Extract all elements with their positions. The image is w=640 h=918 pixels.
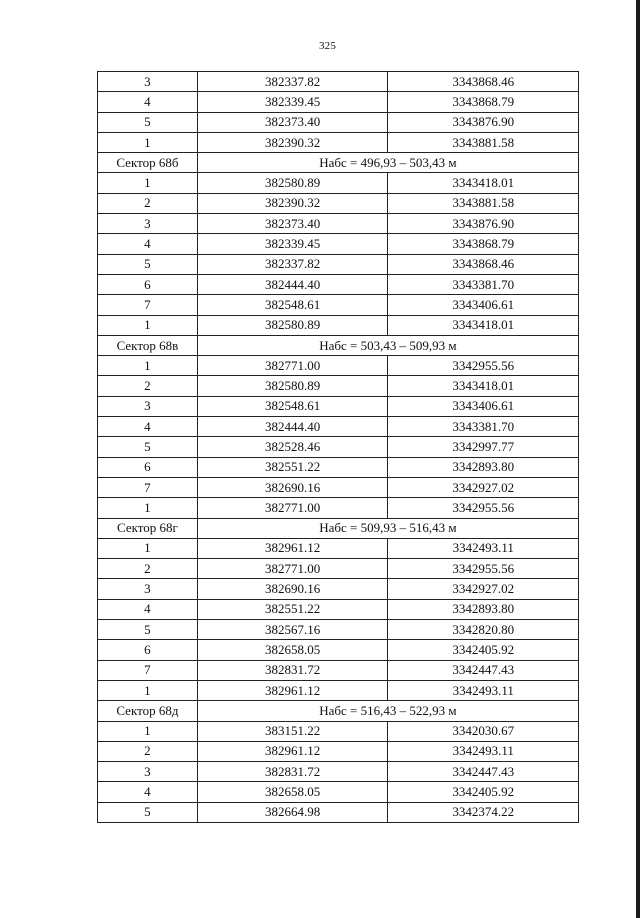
point-number: 4 [98, 417, 198, 437]
coordinate-x: 382961.12 [197, 538, 388, 558]
table-row [98, 173, 579, 193]
coordinate-x: 382580.89 [197, 173, 388, 193]
point-number: 2 [98, 559, 198, 579]
coordinate-x: 382580.89 [197, 315, 388, 335]
coordinate-y: 3342405.92 [388, 782, 579, 802]
coordinate-x: 382528.46 [197, 437, 388, 457]
point-number: 6 [98, 274, 198, 294]
coordinate-x: 382658.05 [197, 640, 388, 660]
point-number: 1 [98, 132, 198, 152]
sector-header-row [98, 335, 579, 355]
table-row [98, 559, 579, 579]
point-number: 1 [98, 315, 198, 335]
table-row [98, 802, 579, 822]
coordinate-y: 3342997.77 [388, 437, 579, 457]
coordinate-y: 3343406.61 [388, 295, 579, 315]
table-row [98, 782, 579, 802]
point-number: 3 [98, 214, 198, 234]
coordinate-x: 382551.22 [197, 599, 388, 619]
sector-header-row [98, 518, 579, 538]
sector-height-range: Набс = 509,93 – 516,43 м [197, 518, 578, 538]
coordinate-x: 382339.45 [197, 92, 388, 112]
coordinates-table-body [98, 72, 579, 823]
page-edge [636, 0, 640, 918]
table-row [98, 72, 579, 92]
point-number: 7 [98, 477, 198, 497]
table-row [98, 762, 579, 782]
point-number: 2 [98, 193, 198, 213]
table-row [98, 538, 579, 558]
coordinate-x: 382337.82 [197, 254, 388, 274]
coordinate-x: 382771.00 [197, 356, 388, 376]
coordinate-y: 3343868.46 [388, 254, 579, 274]
table-row [98, 356, 579, 376]
coordinate-y: 3343418.01 [388, 376, 579, 396]
coordinate-x: 382771.00 [197, 559, 388, 579]
coordinate-y: 3343868.79 [388, 92, 579, 112]
table-row [98, 620, 579, 640]
coordinate-x: 382831.72 [197, 660, 388, 680]
coordinate-x: 382444.40 [197, 417, 388, 437]
sector-height-range: Набс = 496,93 – 503,43 м [197, 153, 578, 173]
point-number: 7 [98, 660, 198, 680]
table-row [98, 92, 579, 112]
table-row [98, 254, 579, 274]
point-number: 1 [98, 538, 198, 558]
table-row [98, 112, 579, 132]
coordinate-y: 3342820.80 [388, 620, 579, 640]
table-row [98, 417, 579, 437]
point-number: 5 [98, 254, 198, 274]
point-number: 5 [98, 112, 198, 132]
point-number: 6 [98, 457, 198, 477]
coordinate-x: 382567.16 [197, 620, 388, 640]
coordinate-y: 3343381.70 [388, 274, 579, 294]
point-number: 1 [98, 680, 198, 700]
coordinate-y: 3343381.70 [388, 417, 579, 437]
point-number: 2 [98, 741, 198, 761]
table-row [98, 680, 579, 700]
table-row [98, 396, 579, 416]
coordinate-x: 382390.32 [197, 132, 388, 152]
table-row [98, 376, 579, 396]
coordinate-y: 3343868.79 [388, 234, 579, 254]
coordinate-y: 3342893.80 [388, 599, 579, 619]
point-number: 3 [98, 396, 198, 416]
table-row [98, 660, 579, 680]
table-row [98, 640, 579, 660]
coordinate-x: 382664.98 [197, 802, 388, 822]
point-number: 5 [98, 437, 198, 457]
coordinate-x: 382658.05 [197, 782, 388, 802]
sector-header-row [98, 701, 579, 721]
point-number: 3 [98, 72, 198, 92]
coordinate-x: 382961.12 [197, 741, 388, 761]
coordinate-y: 3342447.43 [388, 762, 579, 782]
table-row [98, 234, 579, 254]
coordinate-y: 3342447.43 [388, 660, 579, 680]
coordinate-y: 3343881.58 [388, 193, 579, 213]
sector-height-range: Набс = 503,43 – 509,93 м [197, 335, 578, 355]
coordinate-y: 3342493.11 [388, 741, 579, 761]
sector-height-range: Набс = 516,43 – 522,93 м [197, 701, 578, 721]
coordinate-x: 382339.45 [197, 234, 388, 254]
point-number: 5 [98, 620, 198, 640]
point-number: 4 [98, 599, 198, 619]
table-row [98, 295, 579, 315]
point-number: 3 [98, 579, 198, 599]
point-number: 1 [98, 356, 198, 376]
sector-header-row [98, 153, 579, 173]
coordinate-x: 382690.16 [197, 477, 388, 497]
point-number: 1 [98, 721, 198, 741]
table-row [98, 214, 579, 234]
coordinate-y: 3343876.90 [388, 214, 579, 234]
coordinate-x: 382551.22 [197, 457, 388, 477]
point-number: 1 [98, 173, 198, 193]
coordinate-y: 3342955.56 [388, 498, 579, 518]
coordinate-y: 3342405.92 [388, 640, 579, 660]
sector-name: Сектор 68б [98, 153, 198, 173]
coordinate-y: 3342893.80 [388, 457, 579, 477]
table-row [98, 498, 579, 518]
point-number: 4 [98, 92, 198, 112]
coordinate-x: 383151.22 [197, 721, 388, 741]
coordinate-x: 382390.32 [197, 193, 388, 213]
coordinate-x: 382548.61 [197, 295, 388, 315]
coordinate-y: 3342374.22 [388, 802, 579, 822]
coordinate-x: 382337.82 [197, 72, 388, 92]
point-number: 3 [98, 762, 198, 782]
coordinate-y: 3342493.11 [388, 680, 579, 700]
coordinate-y: 3342927.02 [388, 579, 579, 599]
sector-name: Сектор 68д [98, 701, 198, 721]
coordinate-x: 382961.12 [197, 680, 388, 700]
page-number: 325 [318, 40, 337, 52]
coordinate-x: 382373.40 [197, 214, 388, 234]
coordinate-x: 382690.16 [197, 579, 388, 599]
coordinate-y: 3343418.01 [388, 315, 579, 335]
coordinate-x: 382580.89 [197, 376, 388, 396]
coordinate-x: 382373.40 [197, 112, 388, 132]
point-number: 1 [98, 498, 198, 518]
coordinate-y: 3342955.56 [388, 356, 579, 376]
table-row [98, 132, 579, 152]
table-row [98, 274, 579, 294]
coordinate-x: 382548.61 [197, 396, 388, 416]
table-row [98, 579, 579, 599]
coordinate-y: 3342927.02 [388, 477, 579, 497]
table-row [98, 721, 579, 741]
coordinate-y: 3342493.11 [388, 538, 579, 558]
coordinate-x: 382444.40 [197, 274, 388, 294]
coordinate-y: 3343418.01 [388, 173, 579, 193]
sector-name: Сектор 68в [98, 335, 198, 355]
point-number: 6 [98, 640, 198, 660]
coordinate-y: 3342030.67 [388, 721, 579, 741]
table-row [98, 457, 579, 477]
point-number: 5 [98, 802, 198, 822]
coordinate-x: 382771.00 [197, 498, 388, 518]
coordinate-y: 3343876.90 [388, 112, 579, 132]
coordinates-table [97, 71, 579, 823]
table-row [98, 315, 579, 335]
table-row [98, 193, 579, 213]
coordinate-y: 3343881.58 [388, 132, 579, 152]
coordinate-y: 3342955.56 [388, 559, 579, 579]
point-number: 4 [98, 782, 198, 802]
coordinate-y: 3343868.46 [388, 72, 579, 92]
point-number: 4 [98, 234, 198, 254]
table-row [98, 599, 579, 619]
table-row [98, 477, 579, 497]
coordinate-y: 3343406.61 [388, 396, 579, 416]
point-number: 2 [98, 376, 198, 396]
point-number: 7 [98, 295, 198, 315]
table-row [98, 437, 579, 457]
table-row [98, 741, 579, 761]
sector-name: Сектор 68г [98, 518, 198, 538]
coordinate-x: 382831.72 [197, 762, 388, 782]
